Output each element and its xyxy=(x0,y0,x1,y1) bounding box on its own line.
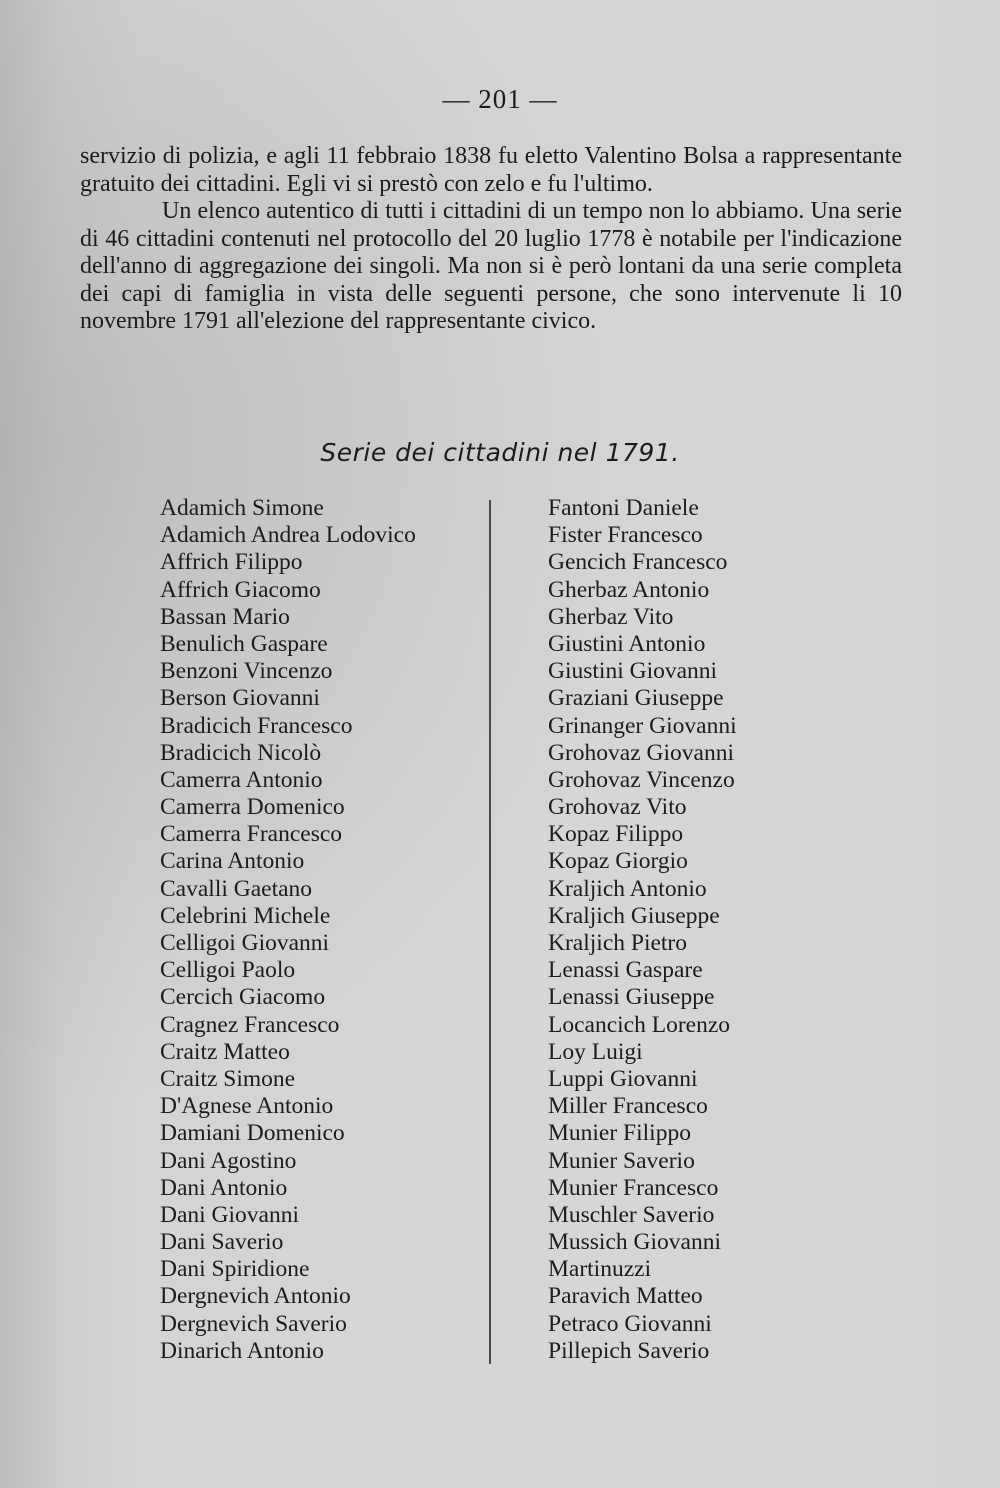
citizen-name: Munier Francesco xyxy=(548,1174,719,1201)
citizen-name: Giustini Giovanni xyxy=(548,658,718,685)
citizen-name: Kraljich Pietro xyxy=(548,930,688,956)
citizen-name: Pillepich Saverio xyxy=(548,1337,710,1364)
citizen-name: Dani Antonio xyxy=(160,1174,288,1201)
citizen-name: Dani Spiridione xyxy=(160,1256,310,1283)
citizen-name: Kopaz Filippo xyxy=(548,821,684,848)
citizen-name: Dergnevich Saverio xyxy=(160,1310,347,1337)
citizen-name: Dergnevich Antonio xyxy=(160,1283,351,1310)
citizen-name: Celligoi Giovanni xyxy=(160,930,330,956)
citizen-name: Paravich Matteo xyxy=(548,1283,703,1310)
citizen-name: Bassan Mario xyxy=(160,603,290,630)
citizen-name: Dinarich Antonio xyxy=(160,1337,324,1364)
citizen-name: Bradicich Nicolò xyxy=(160,739,322,766)
citizen-name: Locancich Lorenzo xyxy=(548,1011,731,1038)
citizen-name: Fantoni Daniele xyxy=(548,495,699,521)
citizen-name: Muschler Saverio xyxy=(548,1201,715,1228)
intro-text xyxy=(80,143,902,336)
citizen-name: Grinanger Giovanni xyxy=(548,712,737,739)
citizen-name: Gherbaz Antonio xyxy=(548,576,710,603)
citizen-name: Lenassi Giuseppe xyxy=(548,984,715,1011)
citizen-name: Cragnez Francesco xyxy=(160,1011,340,1038)
citizen-name: Giustini Antonio xyxy=(548,630,706,657)
page-number: — 201 — xyxy=(442,84,558,114)
citizen-name: Fister Francesco xyxy=(548,522,703,549)
citizen-name: Cavalli Gaetano xyxy=(160,875,313,902)
citizen-name: Grohovaz Vincenzo xyxy=(548,766,735,793)
intro-paragraph-1: servizio di polizia, e agli 11 febbraio 1838 fu eletto Valentino Bolsa a rappresentante gratuito dei cittadini. Egli vi si prestò con zelo e fu l'ultimo. xyxy=(80,143,902,197)
citizen-name: Dani Saverio xyxy=(160,1229,284,1256)
citizen-name: Cercich Giacomo xyxy=(160,984,326,1011)
citizen-name: Munier Filippo xyxy=(548,1120,691,1147)
citizen-name: Camerra Francesco xyxy=(160,821,343,848)
citizen-name: Dani Giovanni xyxy=(160,1201,300,1228)
citizen-name: Celebrini Michele xyxy=(160,902,331,929)
citizen-name: Adamich Simone xyxy=(160,495,324,521)
section-title: Serie dei cittadini nel 1791. xyxy=(320,438,680,467)
citizen-name: Benzoni Vincenzo xyxy=(160,658,333,685)
citizen-name: Graziani Giuseppe xyxy=(548,685,724,712)
citizen-name: Kopaz Giorgio xyxy=(548,848,688,875)
citizen-name: Gherbaz Vito xyxy=(548,603,674,630)
citizen-name: Lenassi Gaspare xyxy=(548,957,703,984)
intro-paragraph-2: Un elenco autentico di tutti i cittadini di un tempo non lo abbiamo. Una serie di 46 cittadini contenuti nel protocollo del 20 luglio 1778 è notabile per l'indicazione dell'anno di aggregazione dei singoli. Ma non si è però lontani da una serie completa dei capi di famiglia in vista delle seguenti persone, che sono intervenute li 10 novembre 1791 all'elezione del rappresentante civico. xyxy=(80,198,902,334)
citizen-name: Kraljich Giuseppe xyxy=(548,902,720,929)
citizen-name: Luppi Giovanni xyxy=(548,1065,698,1092)
citizen-name: Munier Saverio xyxy=(548,1147,695,1174)
citizen-list-left xyxy=(160,495,416,1365)
citizen-name: Grohovaz Vito xyxy=(548,794,687,821)
citizen-name: Craitz Simone xyxy=(160,1065,296,1092)
citizen-name: Affrich Filippo xyxy=(160,549,303,576)
citizen-name: Bradicich Francesco xyxy=(160,712,353,739)
citizen-name: Benulich Gaspare xyxy=(160,630,328,657)
citizen-name: Miller Francesco xyxy=(548,1093,708,1120)
citizen-name: Berson Giovanni xyxy=(160,685,320,712)
citizen-name: Craitz Matteo xyxy=(160,1038,290,1065)
citizen-name: Petraco Giovanni xyxy=(548,1310,712,1337)
citizen-name: Dani Agostino xyxy=(160,1147,297,1174)
citizen-name: Celligoi Paolo xyxy=(160,957,296,984)
citizen-name: Grohovaz Giovanni xyxy=(548,739,734,766)
citizen-name: Mussich Giovanni xyxy=(548,1229,721,1256)
citizen-name: Gencich Francesco xyxy=(548,549,728,576)
citizen-name: Kraljich Antonio xyxy=(548,875,707,902)
citizen-name: Affrich Giacomo xyxy=(160,576,321,603)
citizen-name: Camerra Antonio xyxy=(160,766,323,793)
citizen-name: Adamich Andrea Lodovico xyxy=(160,522,416,549)
citizen-name: Carina Antonio xyxy=(160,848,305,875)
citizen-name: D'Agnese Antonio xyxy=(160,1093,334,1120)
column-divider xyxy=(489,500,491,1364)
citizen-name: Damiani Domenico xyxy=(160,1120,345,1147)
citizen-name: Camerra Domenico xyxy=(160,794,345,821)
citizen-name: Loy Luigi xyxy=(548,1038,643,1065)
citizen-list-right xyxy=(548,495,737,1365)
citizen-name: Martinuzzi xyxy=(548,1256,652,1283)
